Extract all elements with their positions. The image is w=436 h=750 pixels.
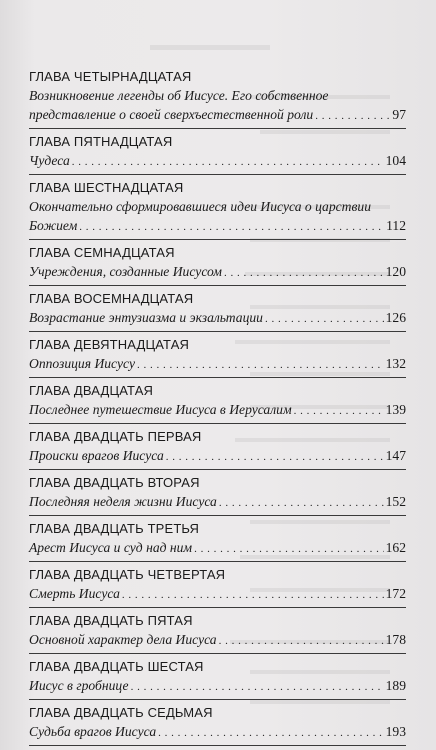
chapter-title-text: представление о своей сверхъестественной роли xyxy=(29,107,314,122)
chapter-title-line xyxy=(29,492,406,513)
toc-entry xyxy=(29,243,406,286)
page-number: 120 xyxy=(385,264,406,279)
chapter-heading: ГЛАВА ДВАДЦАТЬ ПЯТАЯ xyxy=(29,613,193,628)
page-number: 193 xyxy=(385,724,406,739)
chapter-title-text: Смерть Иисуса xyxy=(29,586,120,601)
chapter-title-line xyxy=(29,197,406,216)
page-number: 189 xyxy=(385,678,406,693)
chapter-title-block xyxy=(29,584,406,608)
toc-entry xyxy=(29,703,406,746)
chapter-title-text: Оппозиция Иисусу xyxy=(29,356,136,371)
chapter-heading: ГЛАВА ШЕСТНАДЦАТАЯ xyxy=(29,180,184,195)
chapter-title-text: Иисус в гробнице xyxy=(29,678,129,693)
dot-leader xyxy=(131,678,384,697)
toc-entry xyxy=(29,519,406,562)
page-number: 178 xyxy=(385,632,406,647)
dot-leader xyxy=(79,218,384,237)
dot-leader xyxy=(219,494,384,513)
page-number: 126 xyxy=(385,310,406,325)
dot-leader xyxy=(265,310,384,329)
toc-entry xyxy=(29,381,406,424)
dot-leader xyxy=(137,356,384,375)
chapter-title-text: Чудеса xyxy=(29,153,70,168)
dot-leader xyxy=(315,107,390,126)
page-number: 172 xyxy=(385,586,406,601)
toc-entry xyxy=(29,427,406,470)
chapter-heading: ГЛАВА ЧЕТЫРНАДЦАТАЯ xyxy=(29,69,192,84)
chapter-title-text: Возникновение легенды об Иисусе. Его собственное xyxy=(29,88,329,103)
chapter-title-line xyxy=(29,151,406,172)
chapter-title-line xyxy=(29,262,406,283)
chapter-heading: ГЛАВА ДВАДЦАТЬ ЧЕТВЕРТАЯ xyxy=(29,567,226,582)
chapter-title-line xyxy=(29,216,406,237)
chapter-title-block xyxy=(29,197,406,240)
chapter-title-text: Учреждения, созданные Иисусом xyxy=(29,264,222,279)
chapter-heading: ГЛАВА ПЯТНАДЦАТАЯ xyxy=(29,134,173,149)
chapter-title-block xyxy=(29,354,406,378)
chapter-title-block xyxy=(29,676,406,700)
chapter-heading: ГЛАВА СЕМНАДЦАТАЯ xyxy=(29,245,175,260)
chapter-title-line xyxy=(29,354,406,375)
page-number: 132 xyxy=(385,356,406,371)
chapter-title-line xyxy=(29,676,406,697)
chapter-title-line xyxy=(29,86,406,105)
chapter-title-block xyxy=(29,151,406,175)
chapter-title-text: Арест Иисуса и суд над ним xyxy=(29,540,193,555)
toc-entry xyxy=(29,657,406,700)
toc-entry xyxy=(29,565,406,608)
chapter-title-text: Последняя неделя жизни Иисуса xyxy=(29,494,217,509)
page-number: 97 xyxy=(392,107,406,122)
dot-leader xyxy=(72,153,384,172)
chapter-title-block xyxy=(29,722,406,746)
chapter-title-line xyxy=(29,308,406,329)
chapter-title-block xyxy=(29,492,406,516)
page-number: 104 xyxy=(385,153,406,168)
chapter-title-text: Возрастание энтузиазма и экзальтации xyxy=(29,310,263,325)
chapter-heading: ГЛАВА ДВАДЦАТЬ ТРЕТЬЯ xyxy=(29,521,200,536)
table-of-contents xyxy=(29,67,406,749)
toc-entry xyxy=(29,67,406,129)
page-number: 139 xyxy=(385,402,406,417)
dot-leader xyxy=(122,586,384,605)
toc-entry xyxy=(29,178,406,240)
toc-entry xyxy=(29,473,406,516)
chapter-title-line xyxy=(29,446,406,467)
dot-leader xyxy=(166,448,384,467)
chapter-heading: ГЛАВА ДВАДЦАТЬ ВТОРАЯ xyxy=(29,475,200,490)
chapter-title-line xyxy=(29,630,406,651)
dot-leader xyxy=(194,540,384,559)
chapter-title-block xyxy=(29,308,406,332)
chapter-heading: ГЛАВА ВОСЕМНАДЦАТАЯ xyxy=(29,291,194,306)
chapter-title-text: Происки врагов Иисуса xyxy=(29,448,164,463)
page-number: 152 xyxy=(385,494,406,509)
chapter-title-line xyxy=(29,722,406,743)
chapter-title-text: Последнее путешествие Иисуса в Иерусалим xyxy=(29,402,292,417)
toc-entry xyxy=(29,611,406,654)
chapter-title-line xyxy=(29,400,406,421)
chapter-title-block xyxy=(29,446,406,470)
chapter-title-text: Основной характер дела Иисуса xyxy=(29,632,217,647)
page-number: 112 xyxy=(386,218,406,233)
chapter-title-block xyxy=(29,86,406,129)
dot-leader xyxy=(158,724,383,743)
toc-entry xyxy=(29,132,406,175)
page-number: 162 xyxy=(385,540,406,555)
chapter-heading: ГЛАВА ДВАДЦАТЬ ПЕРВАЯ xyxy=(29,429,202,444)
chapter-heading: ГЛАВА ДЕВЯТНАДЦАТАЯ xyxy=(29,337,190,352)
dot-leader xyxy=(219,632,384,651)
chapter-title-block xyxy=(29,630,406,654)
toc-entry xyxy=(29,335,406,378)
chapter-title-line xyxy=(29,105,406,126)
dot-leader xyxy=(224,264,384,283)
chapter-title-text: Судьба врагов Иисуса xyxy=(29,724,157,739)
chapter-title-line xyxy=(29,584,406,605)
chapter-heading: ГЛАВА ДВАДЦАТЬ СЕДЬМАЯ xyxy=(29,705,213,720)
chapter-heading: ГЛАВА ДВАДЦАТАЯ xyxy=(29,383,154,398)
page-number: 147 xyxy=(385,448,406,463)
chapter-title-text: Божием xyxy=(29,218,78,233)
chapter-heading: ГЛАВА ДВАДЦАТЬ ШЕСТАЯ xyxy=(29,659,204,674)
dot-leader xyxy=(294,402,384,421)
chapter-title-block xyxy=(29,538,406,562)
chapter-title-text: Окончательно сформировавшиеся идеи Иисуса о царствии xyxy=(29,199,371,214)
chapter-title-block xyxy=(29,262,406,286)
chapter-title-block xyxy=(29,400,406,424)
toc-entry xyxy=(29,289,406,332)
chapter-title-line xyxy=(29,538,406,559)
